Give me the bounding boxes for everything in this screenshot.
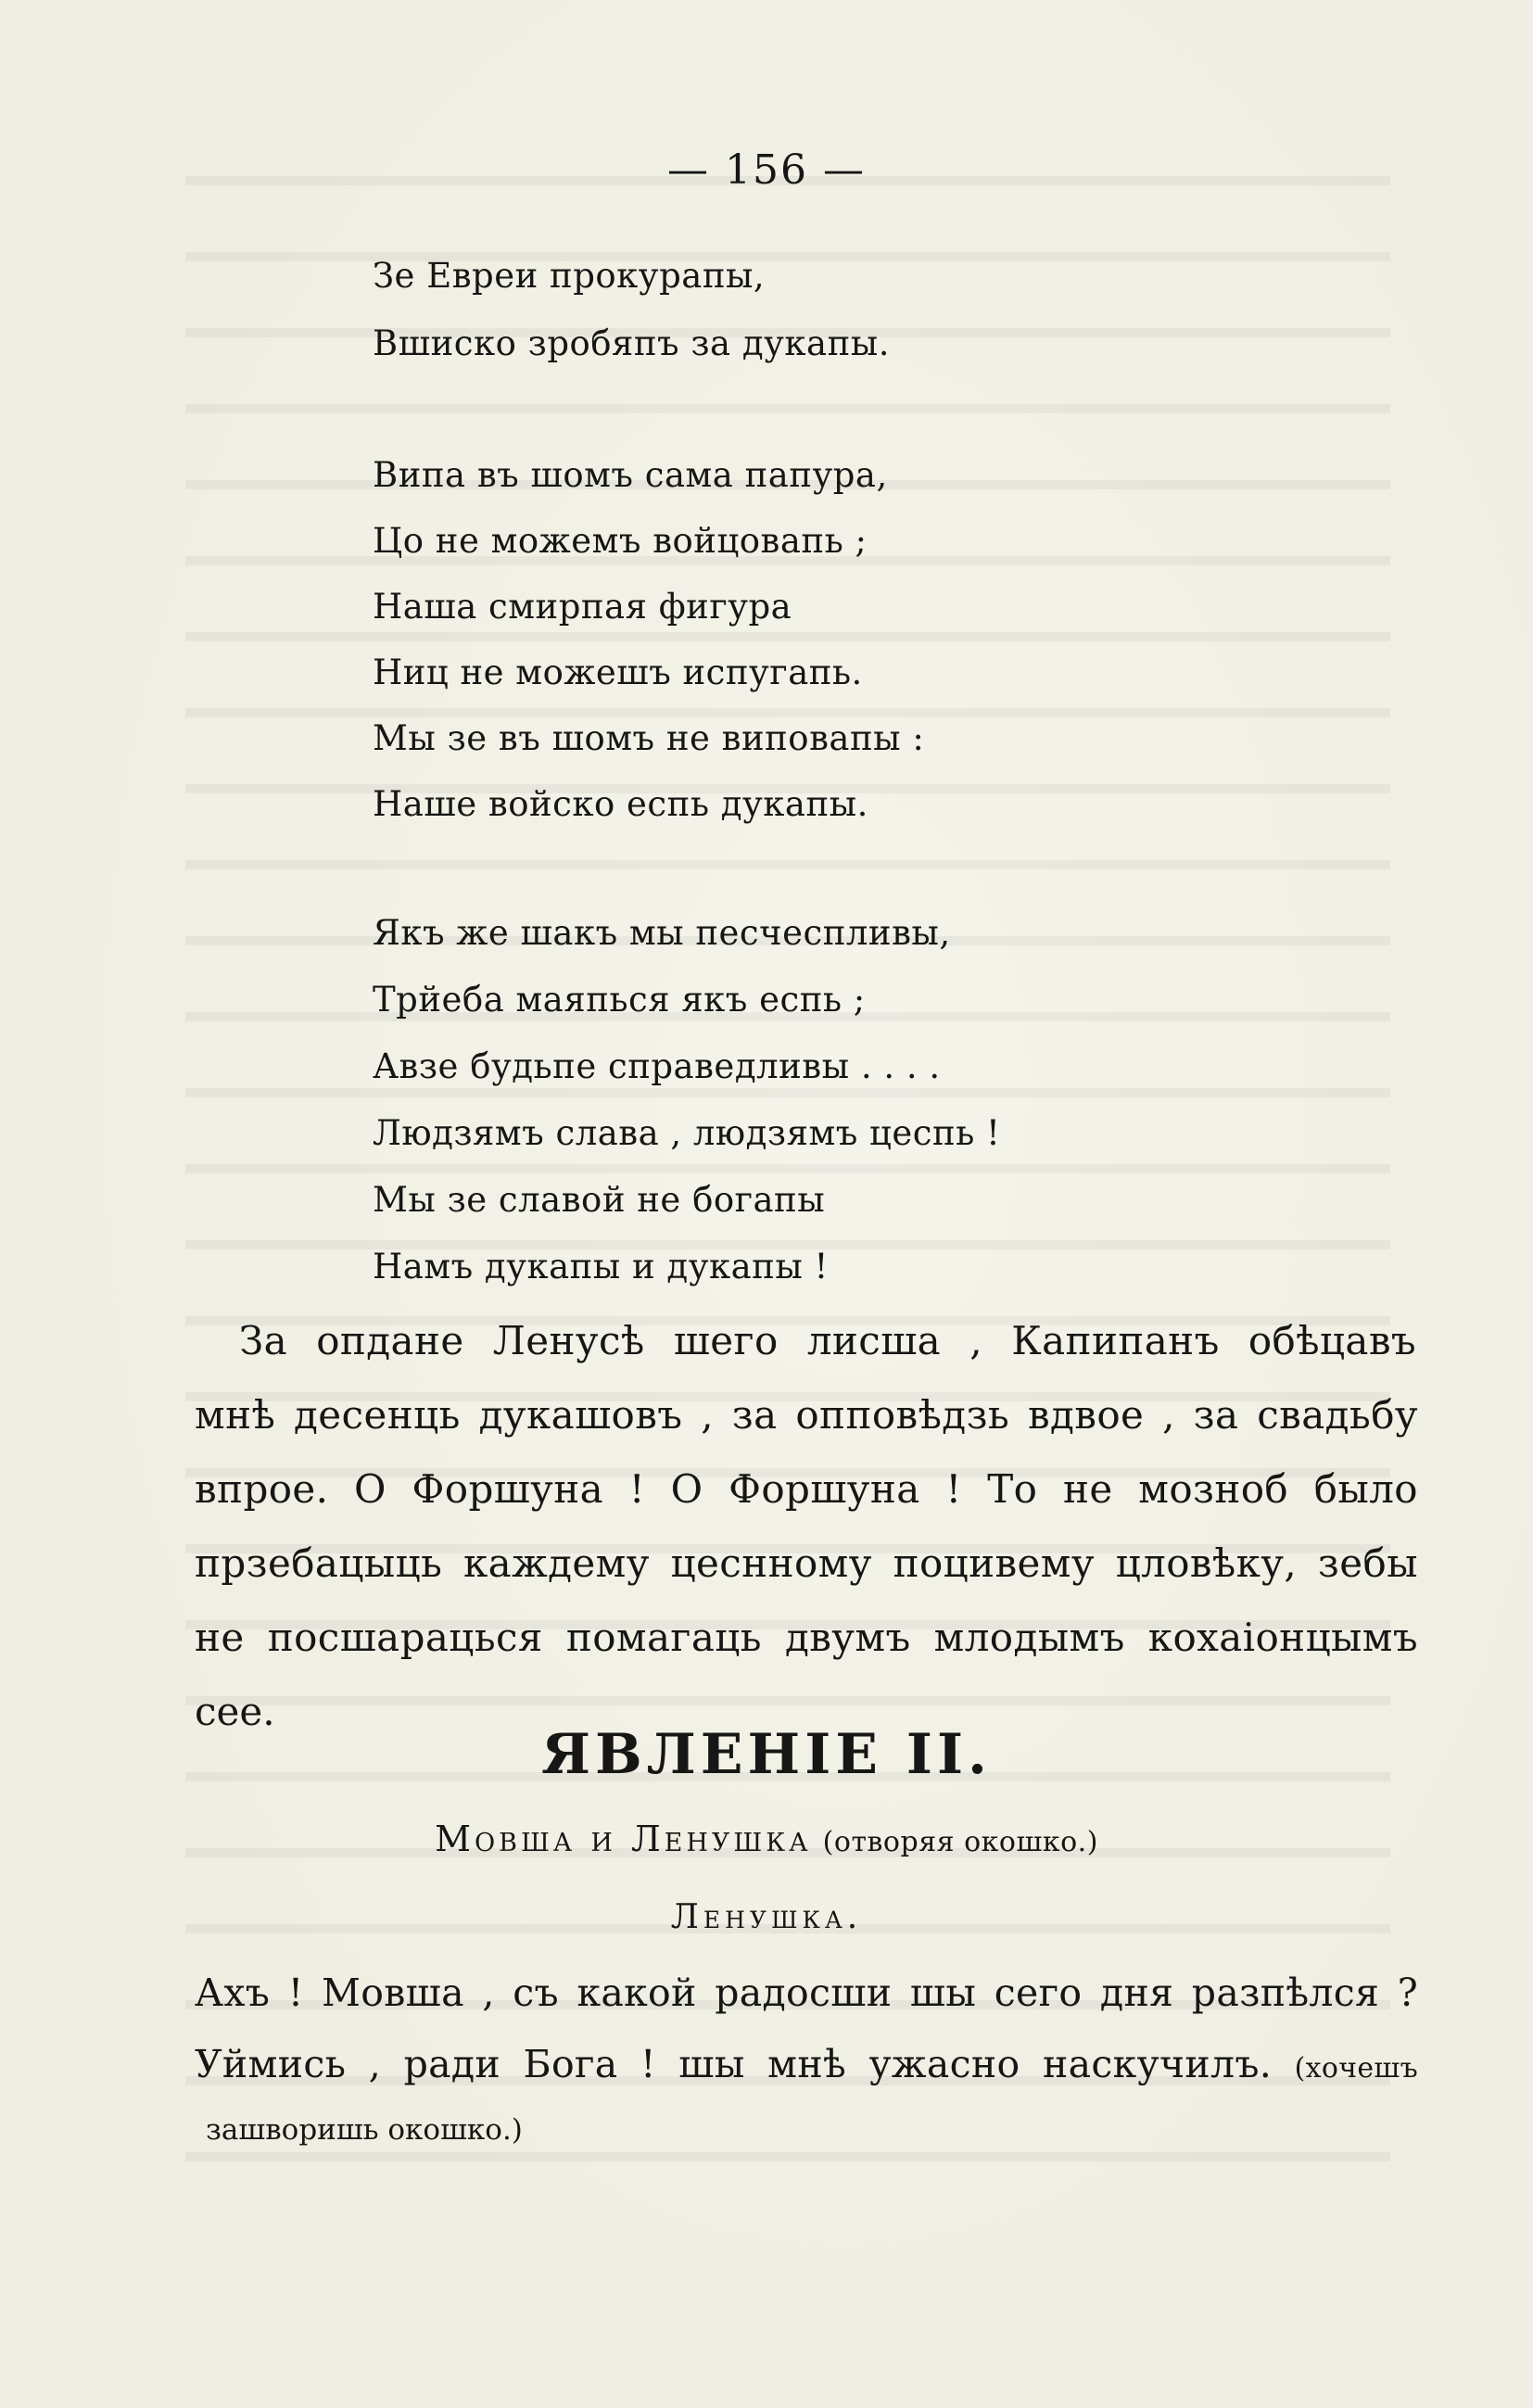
verse-line: Намъ дукапы и дукапы ! <box>373 1247 829 1286</box>
verse-line: Наша смирпая фигура <box>373 587 792 627</box>
verse-line: Цо не можемъ войцовапь ; <box>373 521 868 561</box>
prose-line: За опдане Ленусѣ шего лисша , Капипанъ обѣцавъ <box>239 1318 1416 1363</box>
verse-line: Вшиско зробяпъ за дукапы. <box>373 323 890 363</box>
scene-title: ЯВЛЕНIЕ II. <box>541 1722 992 1787</box>
verse-line: Випа въ шомъ сама папура, <box>373 455 888 495</box>
verse-line: Якъ же шакъ мы песчеспливы, <box>373 913 951 953</box>
verse-line: Ниц не можешъ испугапь. <box>373 653 863 692</box>
speech-line: Ахъ ! Мовша , съ какой радосши шы сего дня разпѣлся ? <box>195 1971 1418 2015</box>
stage-direction: зашворишь окошко.) <box>206 2113 523 2147</box>
verse-line: Авзе будьпе справедливы . . . . <box>373 1046 941 1086</box>
prose-line: впрое. О Форшуна ! О Форшуна ! То не мозноб было <box>195 1466 1418 1512</box>
prose-line: не посшарацься помагаць двумъ млодымъ кохаiонцымъ <box>195 1615 1418 1660</box>
page-number: — 156 — <box>667 146 866 194</box>
verse-line: Мы зе славой не богапы <box>373 1180 826 1220</box>
verse-line: Зе Евреи прокурапы, <box>373 256 766 296</box>
stage-direction: (хочешъ <box>1294 2052 1418 2085</box>
verse-line: Наше войско еспь дукапы. <box>373 784 868 824</box>
cast-names: Мовша и Ленушка <box>435 1819 812 1859</box>
speech-text: Уймись , ради Бога ! шы мнѣ ужасно наскучилъ. <box>195 2042 1273 2086</box>
speech-line <box>195 2042 1418 2086</box>
prose-line: прзебацыць каждему цеснному поцивему цловѣку, зебы <box>195 1540 1418 1586</box>
scene-cast <box>0 1819 1533 1859</box>
speaker-name: Ленушка. <box>670 1898 863 1936</box>
prose-line: сее. <box>195 1689 275 1734</box>
prose-line: мнѣ десенць дукашовъ , за опповѣдзь вдвое , за свадьбу <box>195 1392 1418 1438</box>
verse-line: Людзямъ слава , людзямъ цеспь ! <box>373 1113 1001 1153</box>
verse-line: Трйеба маяпься якъ еспь ; <box>373 980 866 1020</box>
verse-line: Мы зе въ шомъ не виповапы : <box>373 718 925 758</box>
stage-direction: (отворяя окошко.) <box>822 1826 1098 1858</box>
